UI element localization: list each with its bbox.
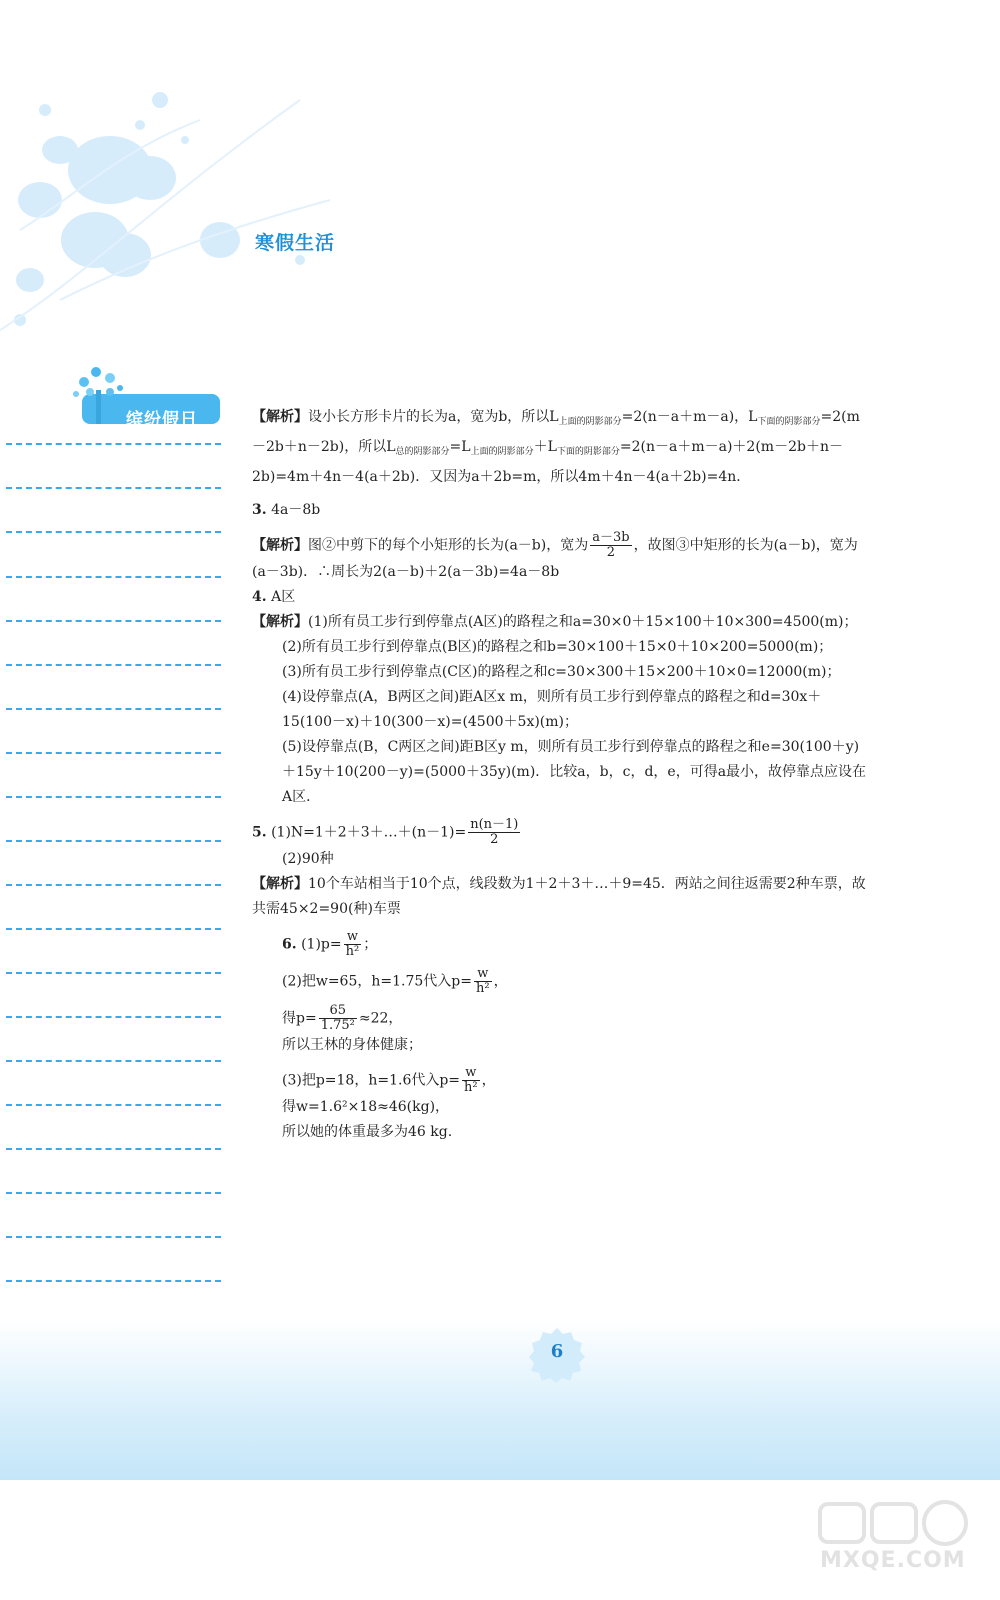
question-4-part-1: 【解析】(1)所有员工步行到停靠点(A区)的路程之和a=30×0＋15×100＋10×300=4500(m)； bbox=[252, 614, 858, 630]
question-4-part-5: (5)设停靠点(B，C两区之间)距B区y m，则所有员工步行到停靠点的路程之和e=30(100＋y)＋15y＋10(200－y)=(5000＋35y)(m)．比较a，b，c，d，e，可得a最小，故停靠点应设在A区． bbox=[282, 739, 867, 805]
question-6-part-1: 6. (1)p= $\frac{w}{\text{h²}}$ ； bbox=[282, 929, 378, 959]
header-title: 寒假生活 bbox=[255, 232, 336, 254]
question-6-part-5: (3)把p=18，h=1.6代入p= $\frac{w}{\text{h²}}$ ， bbox=[282, 1065, 496, 1095]
badge-label: 缤纷假日 bbox=[126, 410, 198, 430]
question-5-analysis: 【解析】10个车站相当于10个点，线段数为1＋2＋3＋…＋9=45．两站之间往返需要2种车票，故共需45×2=90(种)车票 bbox=[252, 876, 866, 917]
question-5-part-1: 5. (1)N=1＋2＋3＋…＋(n－1)= $\frac{n(n-1)}{2}$ bbox=[252, 817, 519, 847]
question-6-part-4: 所以王林的身体健康； bbox=[282, 1037, 422, 1053]
floral-decoration bbox=[0, 0, 340, 360]
question-4-part-4: (4)设停靠点(A，B两区之间)距A区x m，则所有员工步行到停靠点的路程之和d=30x＋15(100－x)＋10(300－x)=(4500＋5x)(m)； bbox=[282, 689, 822, 730]
question-4-part-2: (2)所有员工步行到停靠点(B区)的路程之和b=30×100＋15×0＋10×200=5000(m)； bbox=[282, 639, 833, 655]
question-3-answer: 3. 4a－8b bbox=[252, 502, 321, 518]
analysis-paragraph-1: 【解析】设小长方形卡片的长为a，宽为b，所以$L_{上面的阴影部分}=2(n-a+m-a)$，$L_{下面的阴影部分}=2(m-2b+n-2b)$，所以$L_{总的阴影部分}=L_{上面的阴影部分}+L_{下面的阴影部分}=2(n-a+m-a)+2(m-2b+n-2b)=4m+4n-4(a+2b)$．又因为a＋2b=m，所以4m＋4n－4(a＋2b)=4n． bbox=[252, 409, 860, 485]
question-4-answer: 4. A区 bbox=[252, 589, 296, 605]
page-number: 6 bbox=[550, 1341, 564, 1362]
answer-content bbox=[252, 405, 867, 1145]
question-6-part-2: (2)把w=65，h=1.75代入p= $\frac{w}{\text{h²}}$ ， bbox=[282, 966, 508, 996]
question-5-part-2: (2)90种 bbox=[282, 851, 334, 867]
watermark-logo bbox=[810, 1500, 990, 1590]
question-6-part-6: 得w=1.6²×18≈46(kg)， bbox=[282, 1099, 450, 1115]
question-3-analysis: 【解析】图②中剪下的每个小矩形的长为(a－b)，宽为 $\frac{a-3b}{2}$ ，故图③中矩形的长为(a－b)，宽为(a－3b)．∴周长为2(a－b)＋2(a－3b)=4a－8b bbox=[252, 530, 858, 580]
question-6-part-3: 得p= $\frac{65}{\text{1.75²}}$ ≈22， bbox=[282, 1003, 403, 1033]
question-6-part-7: 所以她的体重最多为46 kg. bbox=[282, 1124, 453, 1140]
footer-band bbox=[0, 1320, 1000, 1480]
question-4-part-3: (3)所有员工步行到停靠点(C区)的路程之和c=30×300＋15×200＋10×0=12000(m)； bbox=[282, 664, 841, 680]
watermark-text: MXQE.COM bbox=[820, 1548, 966, 1573]
